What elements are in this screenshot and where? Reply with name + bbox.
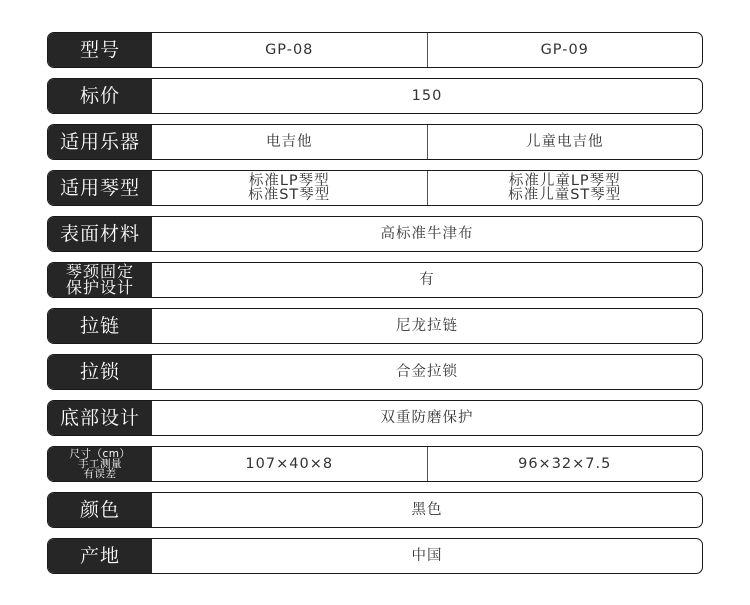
value-text: 电吉他 xyxy=(266,134,313,150)
value-text: 标准LP琴型 xyxy=(248,173,330,189)
value-text: 双重防磨保护 xyxy=(380,410,474,426)
row-values xyxy=(152,171,702,205)
row-label xyxy=(48,171,152,205)
row-label xyxy=(48,447,152,481)
spec-row-bottom-design xyxy=(47,400,703,436)
value-cell xyxy=(427,33,703,67)
row-values xyxy=(152,447,702,481)
row-label-text: 产地 xyxy=(79,544,120,567)
row-values xyxy=(152,263,702,297)
value-text: 儿童电吉他 xyxy=(526,134,604,150)
row-values xyxy=(152,355,702,389)
row-label-text: 表面材料 xyxy=(59,222,140,245)
spec-row-zipper-pull xyxy=(47,354,703,390)
row-label-text: 颜色 xyxy=(79,498,120,521)
value-text: 黑色 xyxy=(411,502,443,518)
row-label xyxy=(48,79,152,113)
row-label-text: 型号 xyxy=(79,38,120,61)
spec-row-color xyxy=(47,492,703,528)
value-cell xyxy=(427,125,703,159)
row-label-text: 拉链 xyxy=(79,314,120,337)
value-text: GP-09 xyxy=(540,42,589,58)
spec-row-neck-protection xyxy=(47,262,703,298)
value-cell xyxy=(152,125,427,159)
value-text: 标准儿童LP琴型 xyxy=(508,173,621,189)
row-label xyxy=(48,539,152,573)
row-label xyxy=(48,309,152,343)
row-label-text: 标价 xyxy=(79,84,120,107)
row-values xyxy=(152,33,702,67)
spec-row-material xyxy=(47,216,703,252)
spec-row-price xyxy=(47,78,703,114)
value-cell xyxy=(152,79,702,113)
value-text: 标准儿童ST琴型 xyxy=(508,187,622,203)
value-text: 107×40×8 xyxy=(245,456,334,472)
row-values xyxy=(152,125,702,159)
value-cell xyxy=(152,33,427,67)
row-label-text: 保护设计 xyxy=(65,278,134,297)
spec-row-origin xyxy=(47,538,703,574)
value-cell xyxy=(152,171,427,205)
row-label xyxy=(48,355,152,389)
row-values xyxy=(152,539,702,573)
value-text: 尼龙拉链 xyxy=(396,318,458,334)
value-cell xyxy=(152,401,702,435)
spec-row-zipper xyxy=(47,308,703,344)
row-values xyxy=(152,401,702,435)
value-text: 中国 xyxy=(411,548,443,564)
value-text: 96×32×7.5 xyxy=(518,456,612,472)
spec-row-model xyxy=(47,32,703,68)
row-label xyxy=(48,217,152,251)
row-label xyxy=(48,263,152,297)
row-label-text: 底部设计 xyxy=(59,406,140,429)
value-text: 150 xyxy=(411,88,443,104)
value-cell xyxy=(152,355,702,389)
spec-row-instrument xyxy=(47,124,703,160)
spec-row-size xyxy=(47,446,703,482)
row-values xyxy=(152,217,702,251)
value-cell xyxy=(427,447,703,481)
row-label-text: 拉锁 xyxy=(79,360,120,383)
value-cell xyxy=(152,493,702,527)
row-label-text: 琴颈固定 xyxy=(65,262,134,281)
row-label-text: 有误差 xyxy=(83,468,117,480)
value-text: 高标准牛津布 xyxy=(380,226,474,242)
row-values xyxy=(152,493,702,527)
value-cell xyxy=(427,171,703,205)
row-label xyxy=(48,125,152,159)
row-label-text: 适用琴型 xyxy=(59,176,140,199)
row-label-text: 适用乐器 xyxy=(59,130,140,153)
spec-row-body-type xyxy=(47,170,703,206)
value-text: 有 xyxy=(419,272,435,288)
row-label xyxy=(48,33,152,67)
value-cell xyxy=(152,309,702,343)
row-values xyxy=(152,309,702,343)
value-cell xyxy=(152,539,702,573)
value-text: 标准ST琴型 xyxy=(248,187,331,203)
value-text: GP-08 xyxy=(265,42,314,58)
value-cell xyxy=(152,217,702,251)
value-cell xyxy=(152,447,427,481)
row-label xyxy=(48,401,152,435)
row-values xyxy=(152,79,702,113)
value-text: 合金拉锁 xyxy=(396,364,458,380)
row-label-text: 手工测量 xyxy=(78,458,122,470)
value-cell xyxy=(152,263,702,297)
row-label-text: 尺寸（cm） xyxy=(69,448,131,460)
row-label xyxy=(48,493,152,527)
